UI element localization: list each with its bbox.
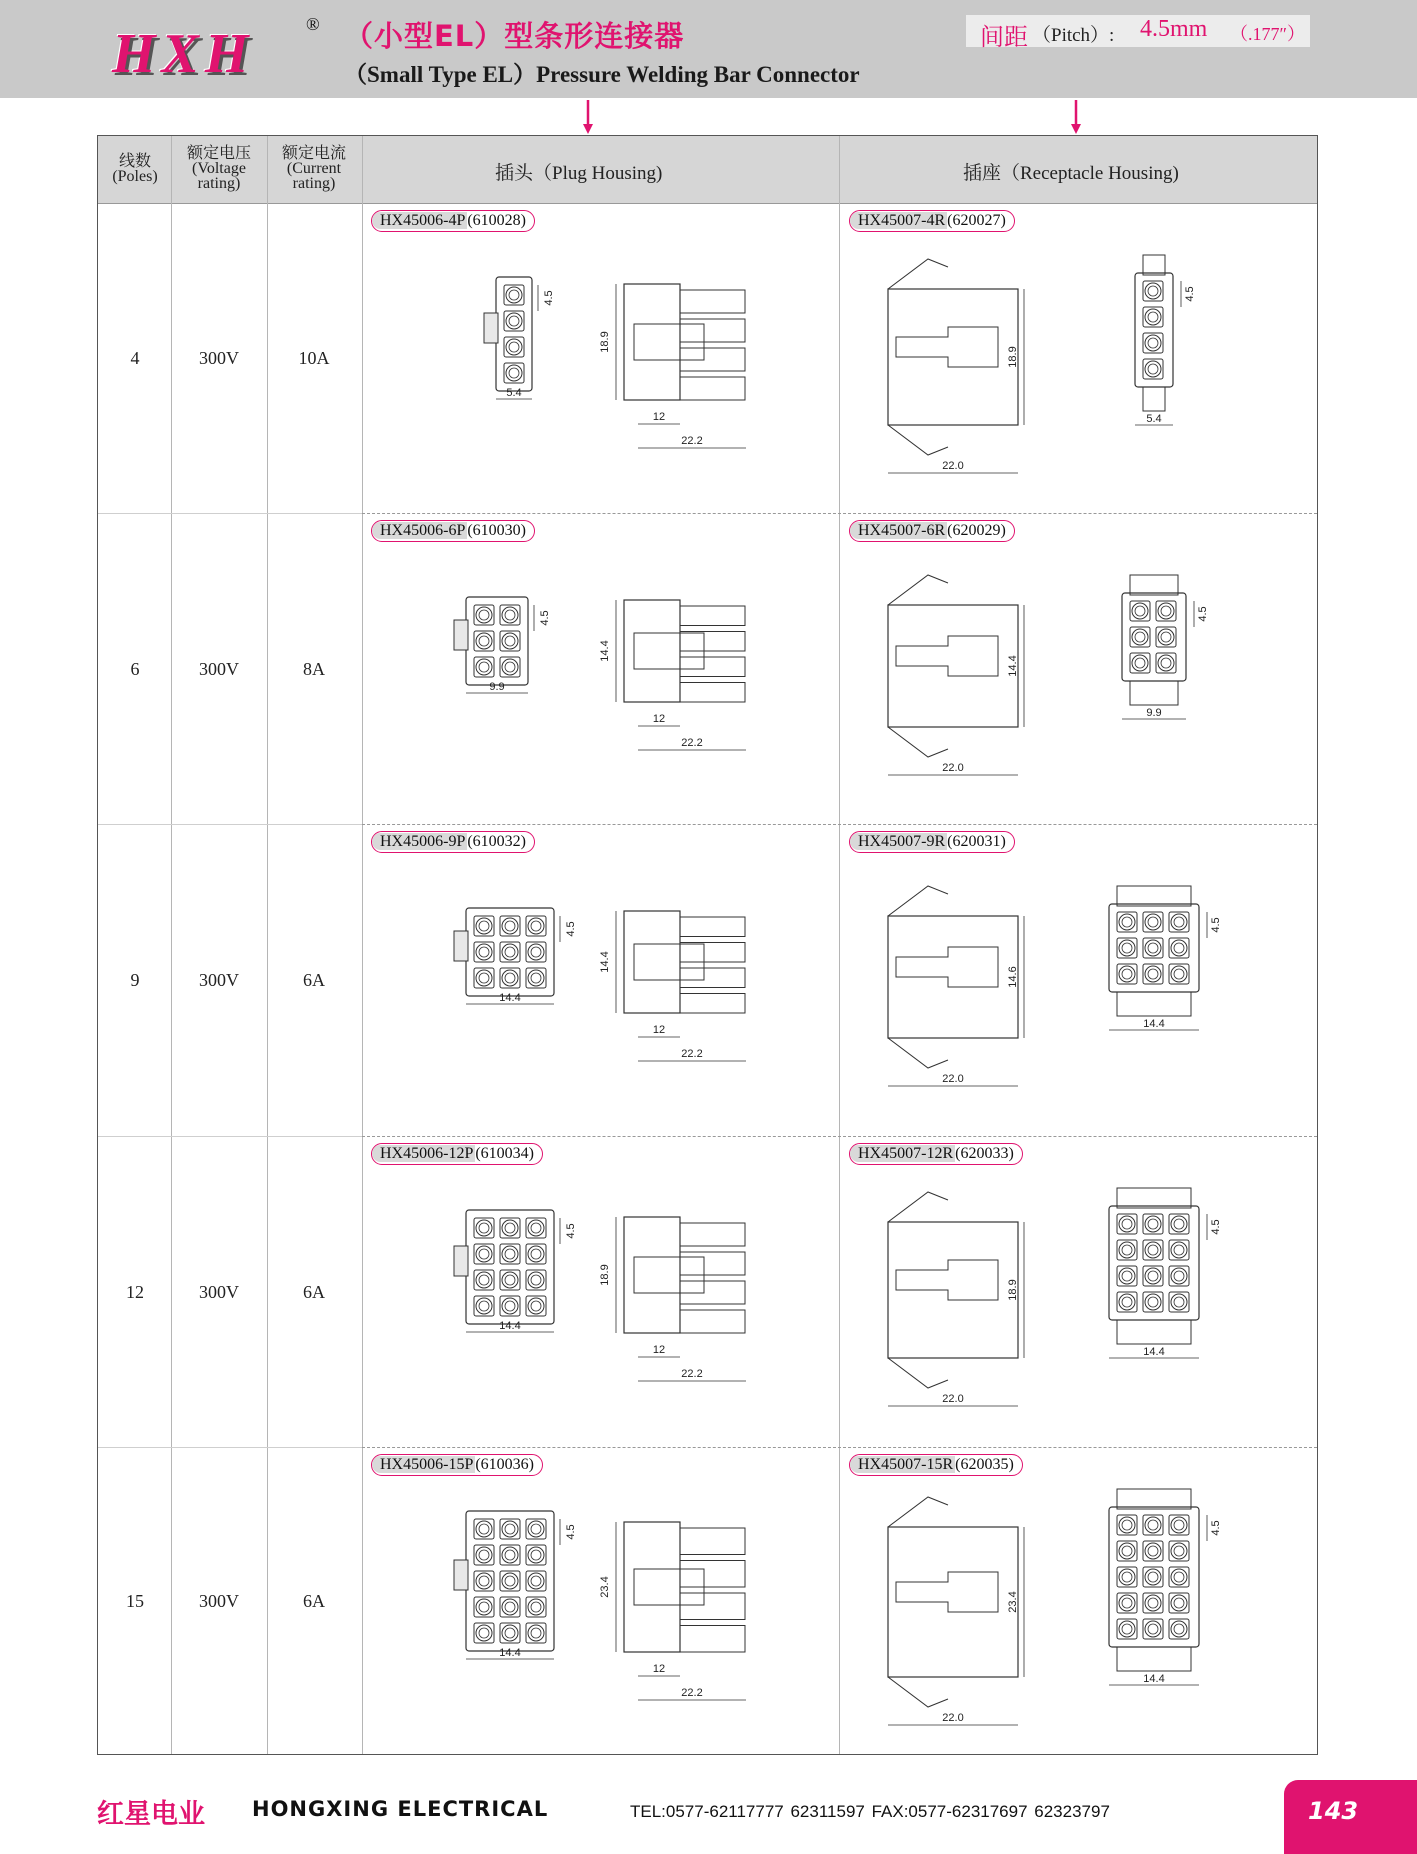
- receptacle-length-dim: 22.0: [942, 762, 964, 774]
- receptacle-width-dim: 14.4: [1143, 1346, 1165, 1358]
- page-number: 143: [1308, 1797, 1359, 1825]
- plug-length-dim: 22.2: [681, 1368, 703, 1380]
- voltage-cell: 300V: [199, 970, 239, 990]
- row-divider: [98, 824, 362, 825]
- voltage-cell: 300V: [199, 658, 239, 679]
- receptacle-width-dim: 5.4: [1146, 413, 1162, 425]
- receptacle-width-dim: 14.4: [1143, 1673, 1165, 1685]
- pitch-box: [966, 15, 1310, 51]
- voltage-cell: 300V: [199, 348, 239, 368]
- registered-mark: ®: [306, 14, 320, 34]
- plug-height-dim: 23.4: [599, 1576, 611, 1598]
- pitch-value: 4.5mm: [1140, 16, 1208, 42]
- pitch-dim: 4.5: [1210, 1520, 1222, 1536]
- length-12-dim: 12: [652, 1024, 666, 1036]
- col-divider: [171, 136, 172, 1754]
- receptacle-height-dim: 18.9: [1007, 1279, 1019, 1301]
- receptacle-length-dim: 22.0: [942, 1073, 964, 1085]
- poles-cell: 9: [130, 970, 140, 990]
- pitch-dim: 4.5: [565, 1524, 577, 1540]
- receptacle-part-number: HX45007-4R (620027): [849, 210, 1015, 232]
- plug-part-number: HX45006-12P (610034): [371, 1143, 543, 1165]
- footer-brand-en: HONGXING ELECTRICAL: [252, 1797, 549, 1821]
- plug-front-view: [448, 1507, 606, 1697]
- receptacle-front-view: [1109, 1196, 1267, 1380]
- plug-side-view: [599, 1522, 768, 1722]
- receptacle-front-view: [1109, 1497, 1267, 1707]
- plug-part-number: HX45006-15P (610036): [371, 1454, 543, 1476]
- plug-length-dim: 22.2: [681, 1687, 703, 1699]
- receptacle-front-view: [1109, 894, 1267, 1052]
- voltage-cell: 300V: [199, 1281, 239, 1302]
- pitch-dim: 4.5: [1210, 1219, 1222, 1235]
- plug-side-view: [599, 911, 768, 1083]
- length-12-dim: 12: [652, 411, 666, 423]
- plug-height-dim: 18.9: [599, 1264, 611, 1286]
- plug-height-dim: 14.4: [599, 951, 611, 973]
- header-receptacle: 插座（Receptacle Housing): [963, 163, 1179, 184]
- spec-table: [97, 135, 1318, 1755]
- plug-height-dim: 18.9: [599, 331, 611, 353]
- receptacle-part-number: HX45007-15R (620035): [849, 1454, 1023, 1476]
- poles-cell: 12: [126, 1281, 144, 1302]
- pitch-dim: 4.5: [1210, 917, 1222, 933]
- col-divider: [839, 136, 840, 1754]
- receptacle-height-dim: 14.4: [1007, 655, 1019, 677]
- receptacle-side-view: [888, 1497, 1058, 1747]
- receptacle-length-dim: 22.0: [942, 1712, 964, 1724]
- row-divider: [98, 1136, 362, 1137]
- header-voltage: 额定电压 (Voltage rating): [186, 145, 251, 192]
- receptacle-height-dim: 14.6: [1007, 966, 1019, 988]
- receptacle-side-view: [888, 886, 1058, 1108]
- plug-width-dim: 5.4: [506, 387, 522, 399]
- receptacle-length-dim: 22.0: [942, 460, 964, 472]
- receptacle-side-view: [888, 575, 1058, 797]
- current-cell: 6A: [303, 1590, 325, 1611]
- receptacle-width-dim: 9.9: [1146, 707, 1162, 719]
- col-divider: [362, 136, 363, 1754]
- receptacle-side-view: [888, 1192, 1058, 1428]
- row-divider: [362, 513, 1317, 514]
- receptacle-height-dim: 18.9: [1007, 346, 1019, 368]
- plug-front-view: [478, 273, 584, 437]
- current-cell: 6A: [303, 970, 325, 990]
- poles-cell: 4: [130, 348, 140, 368]
- length-12-dim: 12: [652, 1344, 666, 1356]
- current-cell: 6A: [303, 1281, 325, 1302]
- plug-side-view: [599, 284, 768, 470]
- plug-side-view: [599, 1217, 768, 1403]
- title-english: （Small Type EL）Pressure Welding Bar Connector: [344, 62, 860, 87]
- row-divider: [362, 1447, 1317, 1448]
- length-12-dim: 12: [652, 713, 666, 725]
- title-chinese: （小型EL）型条形连接器: [344, 19, 685, 53]
- length-12-dim: 12: [652, 1663, 666, 1675]
- receptacle-side-view: [888, 259, 1058, 495]
- pitch-label: （Pitch）:: [1032, 25, 1115, 46]
- arrow-down-icon: [580, 98, 600, 136]
- header-current: 额定电流 (Current rating): [281, 145, 346, 192]
- brand-logo: HXH: [112, 23, 255, 85]
- plug-length-dim: 22.2: [681, 737, 703, 749]
- plug-height-dim: 14.4: [599, 640, 611, 662]
- footer-brand-cn: 红星电业: [97, 1799, 205, 1830]
- pitch-dim: 4.5: [1184, 286, 1196, 302]
- plug-front-view: [448, 904, 606, 1042]
- plug-front-view: [448, 1206, 606, 1370]
- plug-front-view: [448, 593, 580, 731]
- receptacle-front-view: [1122, 583, 1254, 741]
- receptacle-length-dim: 22.0: [942, 1393, 964, 1405]
- plug-width-dim: 14.4: [499, 992, 521, 1004]
- voltage-cell: 300V: [199, 1590, 239, 1611]
- footer-contact: TEL:0577-62117777 62311597 FAX:0577-62317697 62323797: [630, 1802, 1110, 1821]
- plug-width-dim: 14.4: [499, 1647, 521, 1659]
- pitch-dim: 4.5: [543, 290, 555, 306]
- pitch-dim: 4.5: [1197, 606, 1209, 622]
- row-divider: [98, 1447, 362, 1448]
- pitch-dim: 4.5: [565, 921, 577, 937]
- current-cell: 8A: [303, 658, 325, 679]
- row-divider: [98, 513, 362, 514]
- pitch-inch: （.177″）: [1230, 24, 1305, 44]
- receptacle-part-number: HX45007-6R (620029): [849, 520, 1015, 542]
- row-divider: [362, 824, 1317, 825]
- col-divider: [267, 136, 268, 1754]
- current-cell: 10A: [298, 348, 330, 368]
- receptacle-height-dim: 23.4: [1007, 1591, 1019, 1613]
- page-header: [0, 0, 1417, 98]
- plug-part-number: HX45006-6P (610030): [371, 520, 535, 542]
- pitch-cn: 间距: [980, 23, 1028, 51]
- receptacle-part-number: HX45007-9R (620031): [849, 831, 1015, 853]
- plug-length-dim: 22.2: [681, 435, 703, 447]
- plug-width-dim: 9.9: [489, 681, 505, 693]
- row-divider: [362, 1136, 1317, 1137]
- poles-cell: 6: [130, 658, 140, 679]
- plug-side-view: [599, 600, 768, 772]
- plug-part-number: HX45006-9P (610032): [371, 831, 535, 853]
- plug-length-dim: 22.2: [681, 1048, 703, 1060]
- plug-width-dim: 14.4: [499, 1320, 521, 1332]
- receptacle-part-number: HX45007-12R (620033): [849, 1143, 1023, 1165]
- header-plug: 插头（Plug Housing): [495, 163, 663, 184]
- header-poles: 线数 (Poles): [112, 153, 158, 185]
- plug-part-number: HX45006-4P (610028): [371, 210, 535, 232]
- receptacle-front-view: [1135, 263, 1241, 447]
- receptacle-width-dim: 14.4: [1143, 1018, 1165, 1030]
- pitch-dim: 4.5: [565, 1223, 577, 1239]
- arrow-down-icon: [1068, 98, 1088, 136]
- pitch-dim: 4.5: [539, 610, 551, 626]
- poles-cell: 15: [126, 1590, 144, 1611]
